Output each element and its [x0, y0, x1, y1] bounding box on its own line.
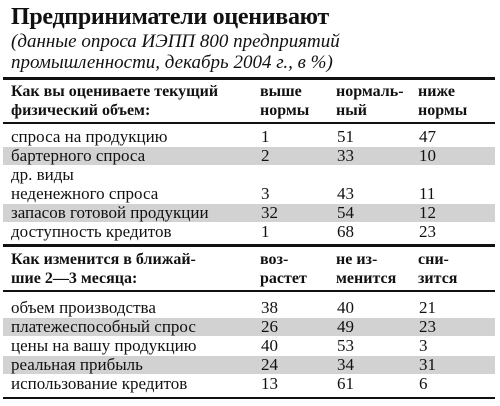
cell-no-change: 53	[337, 336, 354, 355]
cell-will-grow: 38	[261, 298, 278, 317]
row-label: доступность кредитов	[11, 222, 172, 241]
cell-normal: 54	[337, 203, 354, 222]
cell-will-decrease: 3	[419, 336, 428, 355]
cell-no-change: 49	[337, 317, 354, 336]
page-title: Предприниматели оценивают	[11, 4, 329, 30]
cell-no-change: 34	[337, 355, 354, 374]
cell-will-decrease: 23	[419, 317, 436, 336]
cell-will-decrease: 21	[419, 298, 436, 317]
cell-will-grow: 24	[261, 355, 278, 374]
cell-will-decrease: 6	[419, 374, 428, 393]
section2-col1-header-line-1: воз-	[260, 251, 289, 268]
section1-question-line-1: Как вы оцениваете текущий	[11, 83, 219, 100]
row-label: бартерного спроса	[11, 146, 146, 165]
cell-below-norm: 23	[419, 222, 436, 241]
cell-normal: 51	[337, 127, 354, 146]
section1-col1-header-line-1: выше	[260, 83, 302, 100]
subtitle-line-2: промышленности, декабрь 2004 г., в %)	[11, 52, 333, 73]
cell-below-norm: 11	[419, 184, 436, 203]
cell-below-norm: 10	[419, 146, 436, 165]
section2-header-rule	[3, 290, 495, 292]
cell-normal: 33	[337, 146, 354, 165]
row-label-line-1: др. виды	[11, 165, 74, 184]
row-label: запасов готовой продукции	[11, 203, 209, 222]
section2-col3-header-line-1: сни-	[418, 251, 449, 268]
cell-above-norm: 1	[261, 127, 270, 146]
row-label: неденежного спроса	[11, 184, 159, 203]
cell-above-norm: 2	[261, 146, 270, 165]
section1-col1-header-line-2: нормы	[260, 102, 310, 119]
cell-above-norm: 32	[261, 203, 278, 222]
section2-col2-header-line-1: не из-	[336, 251, 378, 268]
section1-top-rule	[3, 77, 495, 80]
cell-no-change: 61	[337, 374, 354, 393]
cell-no-change: 40	[337, 298, 354, 317]
section2-col1-header-line-2: растет	[260, 270, 307, 287]
section1-col2-header-line-1: нормаль-	[336, 83, 404, 100]
cell-above-norm: 1	[261, 222, 270, 241]
cell-will-grow: 13	[261, 374, 278, 393]
row-label: объем производства	[11, 298, 156, 317]
cell-below-norm: 12	[419, 203, 436, 222]
section1-col3-header-line-2: нормы	[418, 102, 468, 119]
cell-will-grow: 26	[261, 317, 278, 336]
row-label: цены на вашу продукцию	[11, 336, 197, 355]
cell-above-norm: 3	[261, 184, 270, 203]
row-label: реальная прибыль	[11, 355, 143, 374]
section2-col3-header-line-2: зится	[418, 270, 458, 287]
section2-question-line-1: Как изменится в ближай-	[11, 251, 196, 268]
section1-question-line-2: физический объем:	[11, 102, 151, 119]
subtitle-line-1: (данные опроса ИЭПП 800 предприятий	[11, 31, 340, 52]
row-label: спроса на продукцию	[11, 127, 168, 146]
cell-normal: 68	[337, 222, 354, 241]
bottom-rule	[3, 397, 495, 399]
section2-col2-header-line-2: менится	[336, 270, 397, 287]
cell-below-norm: 47	[419, 127, 436, 146]
cell-will-decrease: 31	[419, 355, 436, 374]
cell-will-grow: 40	[261, 336, 278, 355]
section1-header-rule	[3, 122, 495, 124]
section1-col2-header-line-2: ный	[336, 102, 367, 119]
row-label: платежеспособный спрос	[11, 317, 196, 336]
cell-normal: 43	[337, 184, 354, 203]
row-label: использование кредитов	[11, 374, 188, 393]
section1-col3-header-line-1: ниже	[418, 83, 455, 100]
section2-question-line-2: шие 2—3 месяца:	[11, 270, 138, 287]
section2-top-rule	[3, 244, 495, 247]
